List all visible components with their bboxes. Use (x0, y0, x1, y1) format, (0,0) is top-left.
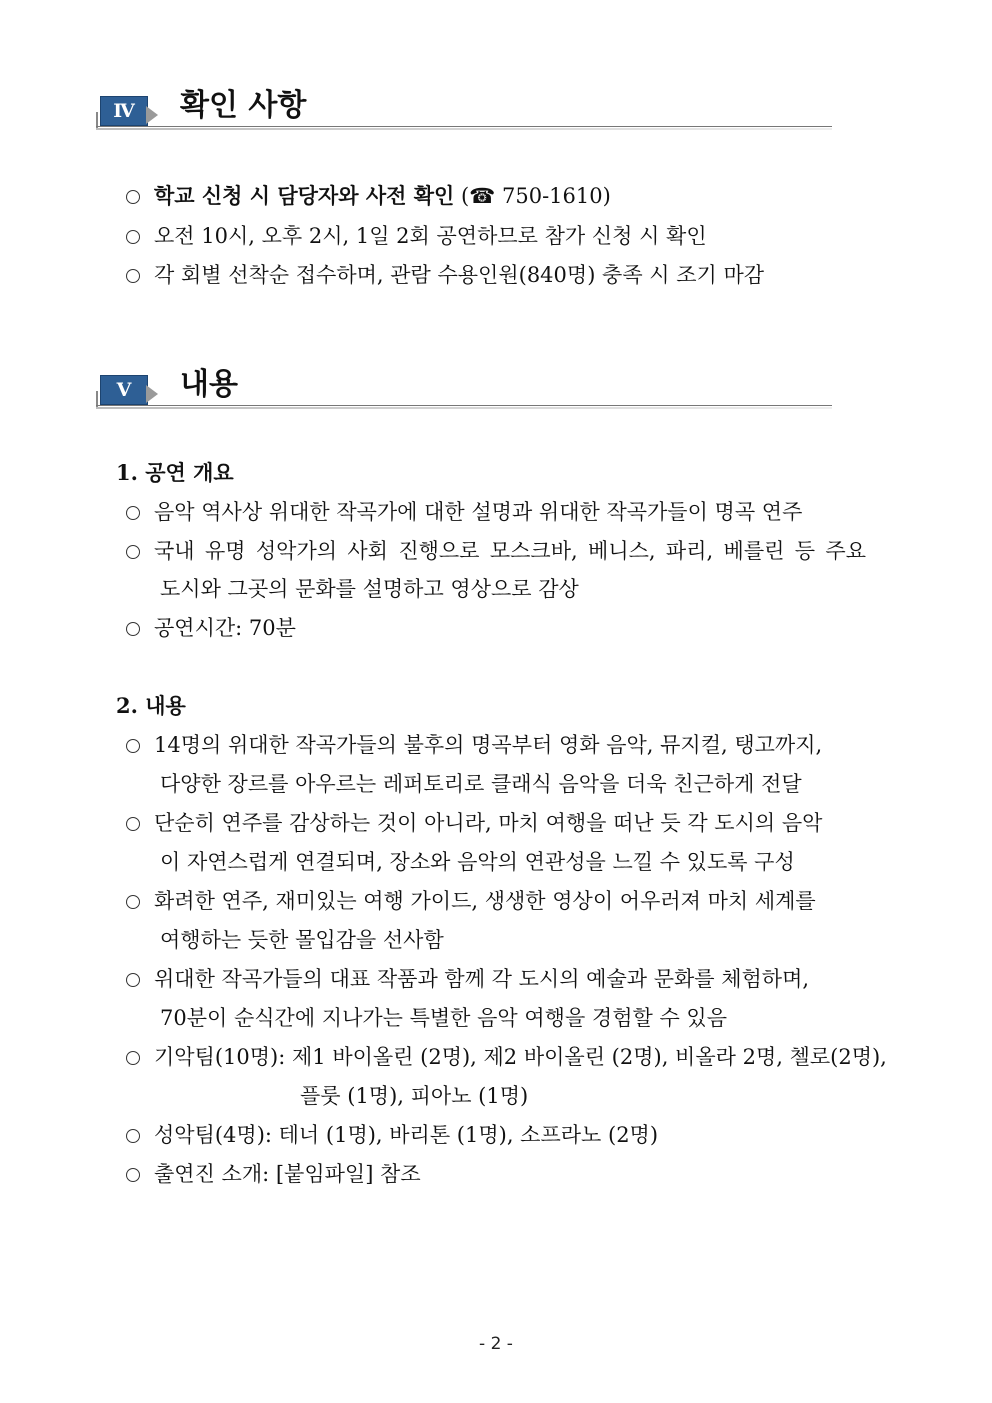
list-item: 화려한 연주, 재미있는 여행 가이드, 생생한 영상이 어우러져 마치 세계를 (126, 886, 816, 916)
list-item-continuation: 이 자연스럽게 연결되며, 장소와 음악의 연관성을 느낄 수 있도록 구성 (160, 850, 795, 874)
list-item: 위대한 작곡가들의 대표 작품과 함께 각 도시의 예술과 문화를 체험하며, (126, 964, 809, 994)
bullet-circle-icon (126, 190, 140, 204)
subheading-2: 2. 내용 (116, 693, 186, 718)
bullet-circle-icon (126, 230, 140, 244)
list-item: 음악 역사상 위대한 작곡가에 대한 설명과 위대한 작곡가들이 명곡 연주 (126, 497, 802, 527)
section-arrow-icon (146, 106, 158, 124)
list-item: 학교 신청 시 담당자와 사전 확인 (☎ 750-1610) (126, 181, 611, 211)
list-item: 14명의 위대한 작곡가들의 불후의 명곡부터 영화 음악, 뮤지컬, 탱고까지, (126, 730, 822, 760)
section-4-header (96, 88, 832, 132)
bullet-circle-icon (126, 1051, 140, 1065)
list-item-continuation: 도시와 그곳의 문화를 설명하고 영상으로 감상 (160, 577, 579, 601)
list-item: 성악팀(4명): 테너 (1명), 바리톤 (1명), 소프라노 (2명) (126, 1120, 658, 1150)
list-item: 출연진 소개: [붙임파일] 참조 (126, 1159, 421, 1189)
bullet-circle-icon (126, 1168, 140, 1182)
bullet-circle-icon (126, 817, 140, 831)
list-item-continuation: 70분이 순식간에 지나가는 특별한 음악 여행을 경험할 수 있음 (160, 1006, 727, 1030)
bullet-circle-icon (126, 973, 140, 987)
list-item-continuation: 플룻 (1명), 피아노 (1명) (300, 1084, 529, 1108)
section-5-header (96, 367, 832, 411)
bullet-circle-icon (126, 895, 140, 909)
bullet-circle-icon (126, 269, 140, 283)
bullet-circle-icon (126, 506, 140, 520)
section-arrow-icon (146, 385, 158, 403)
bullet-circle-icon (126, 622, 140, 636)
list-item: 각 회별 선착순 접수하며, 관람 수용인원(840명) 충족 시 조기 마감 (126, 260, 764, 290)
subheading-1: 1. 공연 개요 (116, 460, 234, 485)
list-item: 단순히 연주를 감상하는 것이 아니라, 마치 여행을 떠난 듯 각 도시의 음악 (126, 808, 822, 838)
page-number: - 2 - (479, 1334, 513, 1354)
bullet-circle-icon (126, 739, 140, 753)
section-4-title: 확인 사항 (180, 88, 307, 123)
list-item: 기악팀(10명): 제1 바이올린 (2명), 제2 바이올린 (2명), 비올라 2명, 첼로(2명), (126, 1042, 887, 1072)
list-item-continuation: 다양한 장르를 아우르는 레퍼토리로 클래식 음악을 더욱 친근하게 전달 (160, 772, 802, 796)
list-item: 공연시간: 70분 (126, 613, 296, 643)
section-5-badge: Ⅴ (100, 375, 148, 405)
bullet-circle-icon (126, 1129, 140, 1143)
list-item-continuation: 여행하는 듯한 몰입감을 선사함 (160, 928, 444, 952)
section-5-title: 내용 (180, 367, 238, 402)
list-item: 국내 유명 성악가의 사회 진행으로 모스크바, 베니스, 파리, 베를린 등 주요 (126, 536, 866, 566)
list-item: 오전 10시, 오후 2시, 1일 2회 공연하므로 참가 신청 시 확인 (126, 221, 707, 251)
section-4-badge: Ⅳ (100, 96, 148, 126)
bullet-circle-icon (126, 545, 140, 559)
